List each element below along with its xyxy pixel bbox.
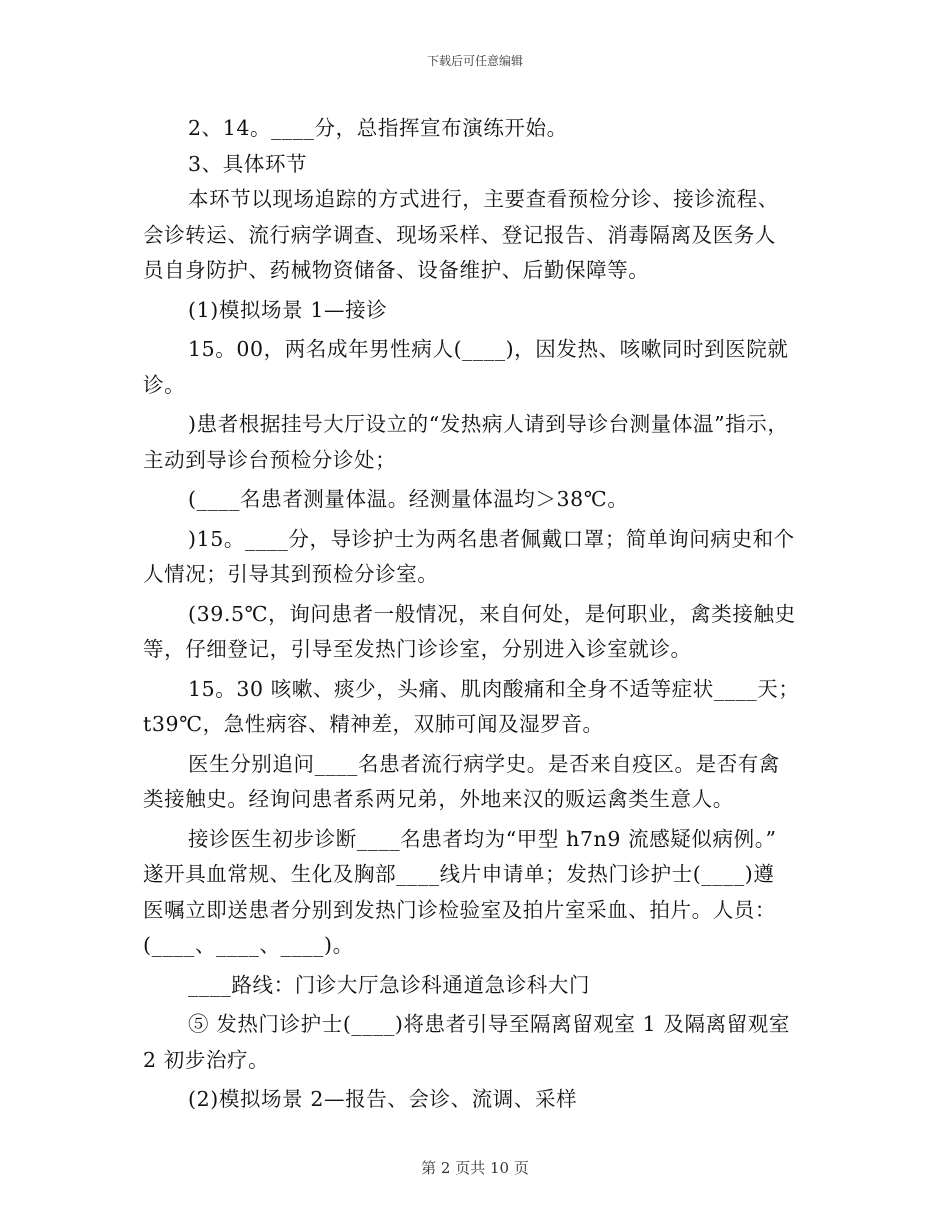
section-heading: 3、具体环节: [188, 151, 308, 176]
paragraph-line: ⑤ 发热门诊护士(____)将患者引导至隔离留观室 1 及隔离留观室: [188, 1012, 790, 1036]
paragraph-line: 类接触史。经询问患者系两兄弟，外地来汉的贩运禽类生意人。: [143, 787, 734, 811]
document-body: [143, 111, 815, 1118]
paragraph-line: (39.5℃，询问患者一般情况，来自何处，是何职业，禽类接触史: [188, 601, 796, 626]
paragraph-line: )15。____分，导诊护士为两名患者佩戴口罩；简单询问病史和个: [188, 526, 795, 551]
paragraph-line: 15。30 咳嗽、痰少，头痛、肌肉酸痛和全身不适等症状____天；: [188, 676, 800, 701]
paragraph-line: 接诊医生初步诊断____名患者均为“甲型 h7n9 流感疑似病例。”: [188, 826, 777, 851]
paragraph-line: 遂开具血常规、生化及胸部____线片申请单；发热门诊护士(____)遵: [143, 862, 775, 886]
paragraph-line: t39℃，急性病容、精神差，双肺可闻及湿罗音。: [143, 712, 604, 736]
paragraph-line: 2、14。____分，总指挥宣布演练开始。: [188, 116, 568, 140]
paragraph-line: 2 初步治疗。: [143, 1047, 270, 1072]
page-header: 下载后可任意编辑: [426, 54, 523, 68]
paragraph-line: 等，仔细登记，引导至发热门诊诊室，分别进入诊室就诊。: [143, 637, 692, 661]
paragraph-line: (____名患者测量体温。经测量体温均＞38℃。: [188, 487, 629, 511]
paragraph-line: 主动到导诊台预检分诊处；: [143, 447, 397, 472]
paragraph-line: 会诊转运、流行病学调查、现场采样、登记报告、消毒隔离及医务人: [143, 222, 776, 247]
paragraph-line: 员自身防护、药械物资储备、设备维护、后勤保障等。: [143, 258, 650, 282]
scenario-heading: (1)模拟场景 1—接诊: [188, 297, 388, 322]
paragraph-line: 医生分别追问____名患者流行病学史。是否来自疫区。是否有禽: [188, 751, 780, 776]
paragraph-line: ____路线：门诊大厅急诊科通道急诊科大门: [188, 972, 591, 997]
page-footer: 第 2 页共 10 页: [421, 1159, 529, 1177]
paragraph-line: (____、____、____)。: [143, 933, 354, 957]
paragraph-line: 本环节以现场追踪的方式进行，主要查看预检分诊、接诊流程、: [188, 187, 779, 211]
paragraph-line: 15。00，两名成年男性病人(____)，因发热、咳嗽同时到医院就: [188, 337, 789, 361]
paragraph-line: 人情况；引导其到预检分诊室。: [143, 562, 439, 586]
paragraph-line: )患者根据挂号大厅设立的“发热病人请到导诊台测量体温”指示，: [188, 412, 789, 436]
scenario-heading: (2)模拟场景 2—报告、会诊、流调、采样: [188, 1087, 578, 1111]
paragraph-line: 医嘱立即送患者分别到发热门诊检验室及拍片室采血、拍片。人员：: [143, 897, 776, 922]
paragraph-line: 诊。: [143, 372, 186, 397]
